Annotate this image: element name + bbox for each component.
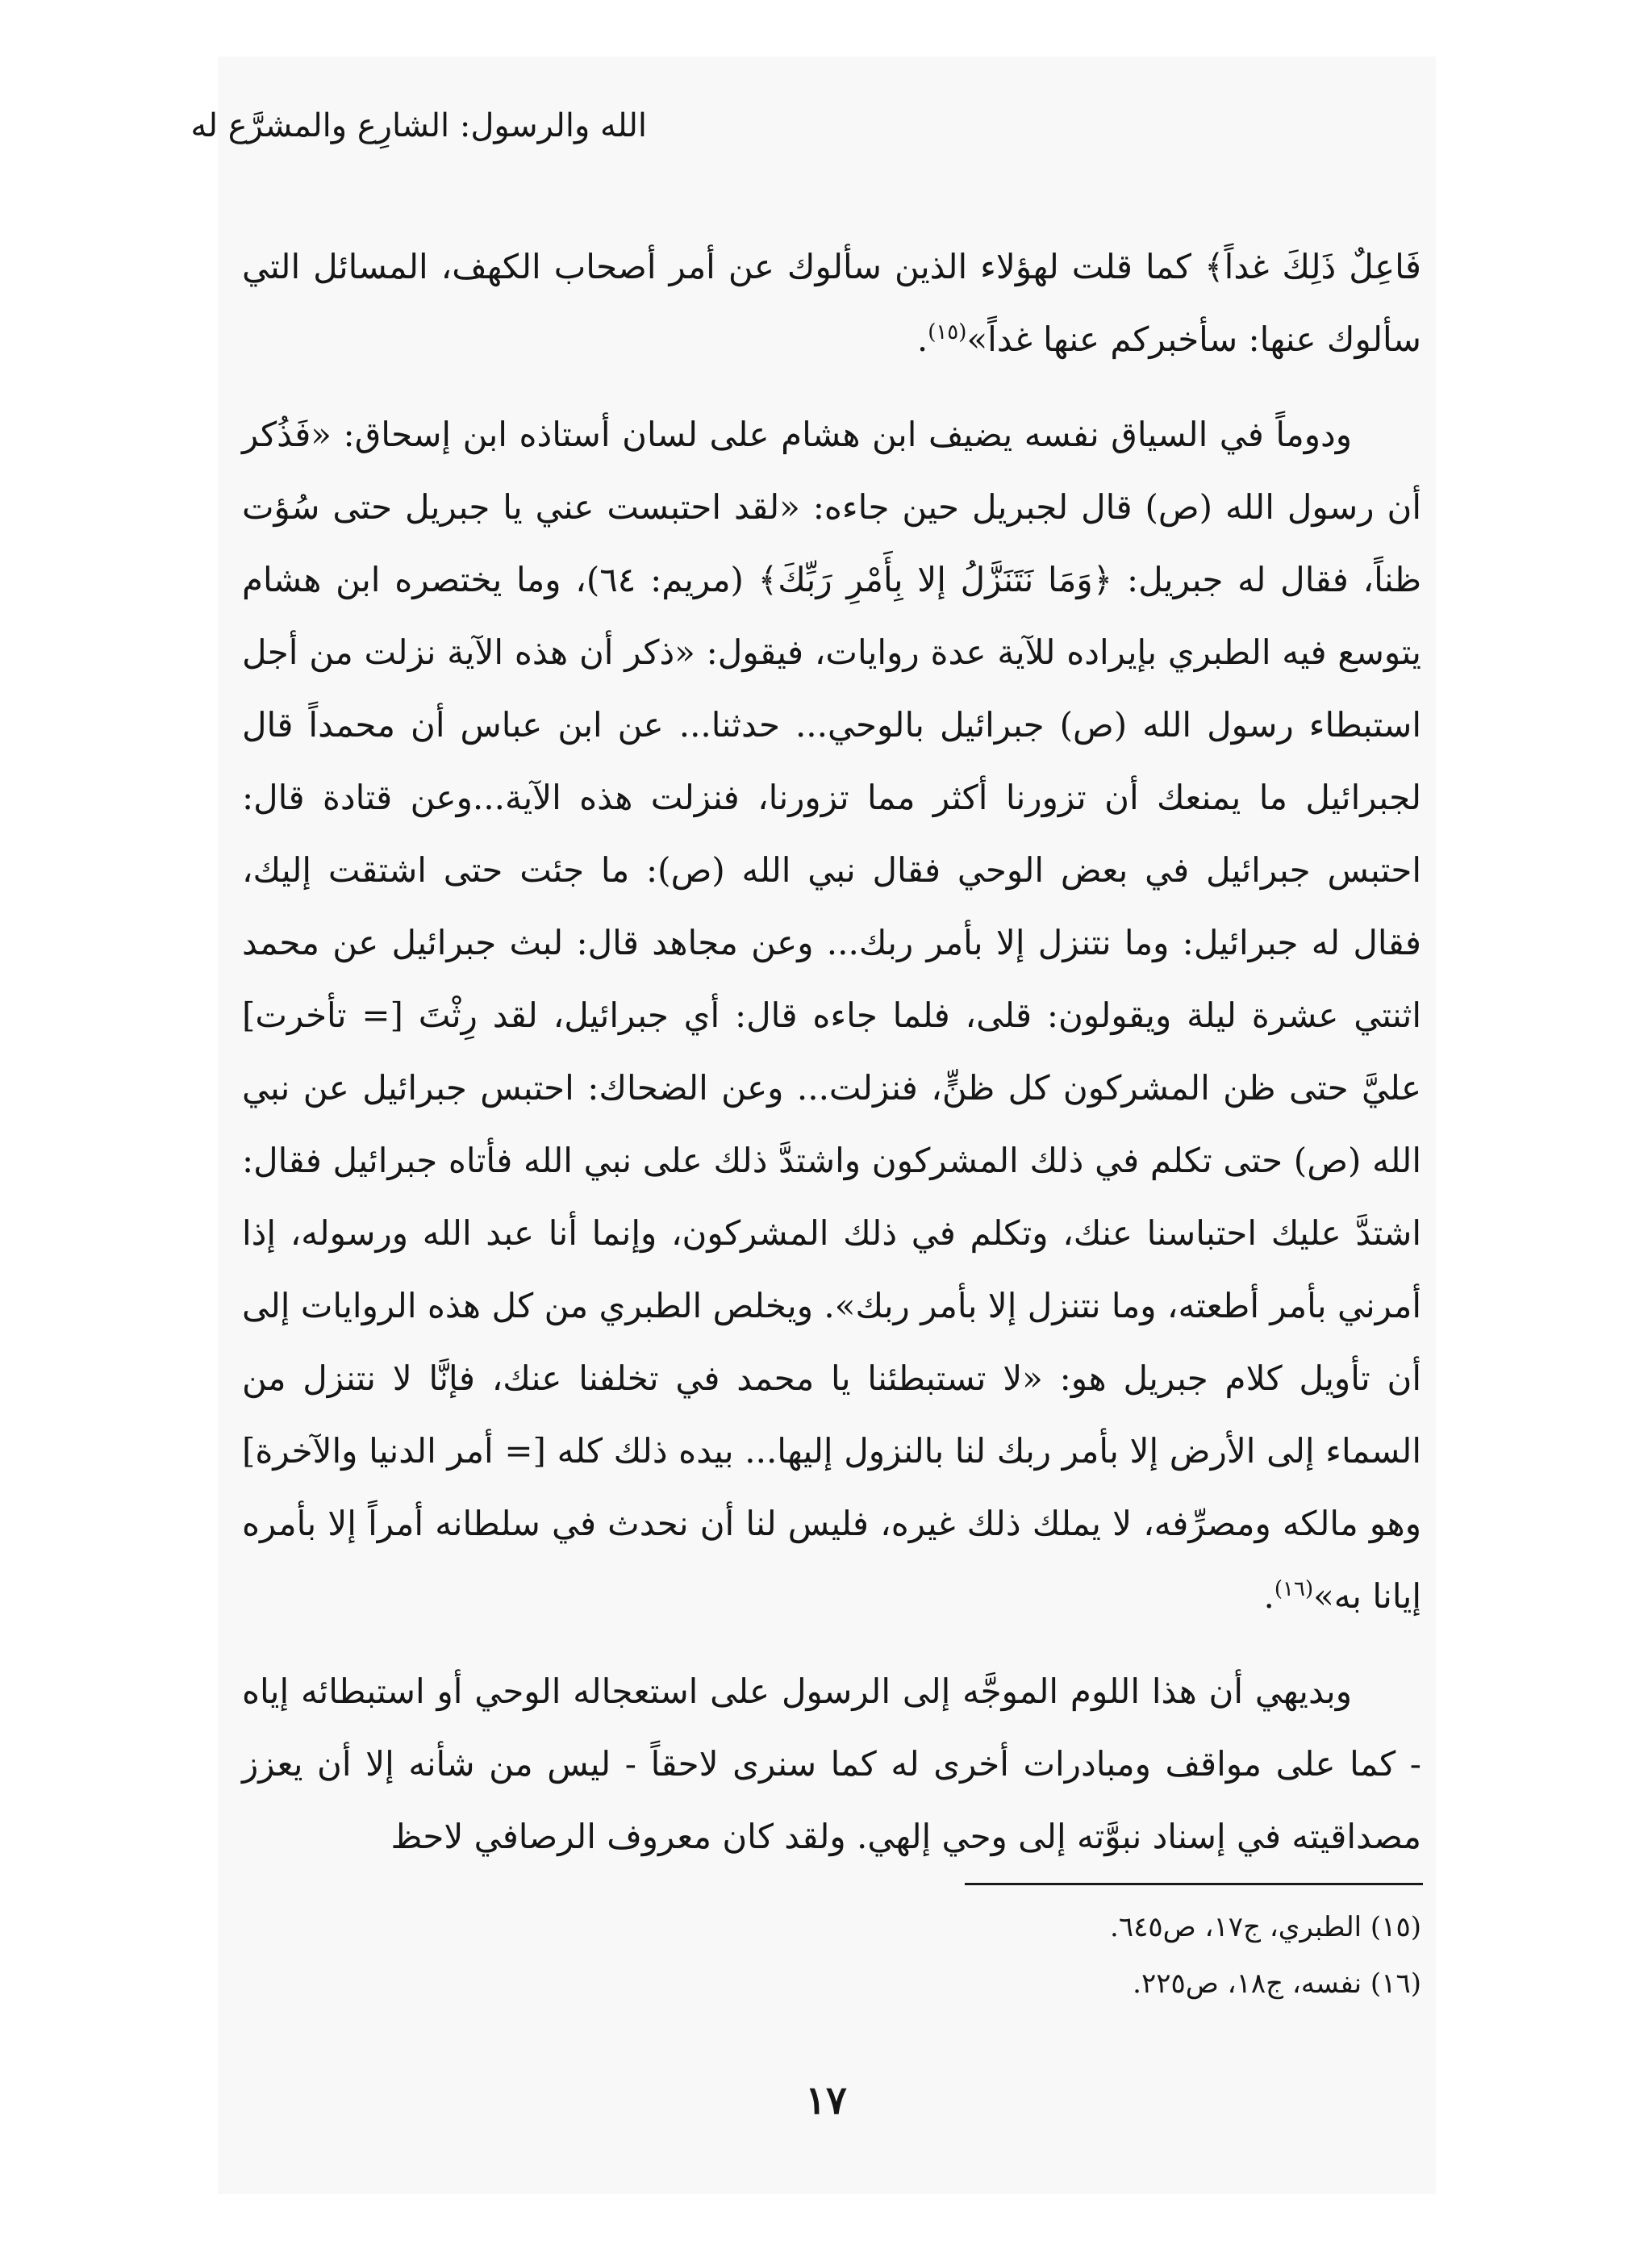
paragraph-1 bbox=[242, 231, 1421, 376]
paragraph-2-text: ودوماً في السياق نفسه يضيف ابن هشام على لسان أستاذه ابن إسحاق: «فَذُكر أن رسول الله (ص) قال لجبريل حين جاءه: «لقد احتبست عني يا جبريل حتى سُؤت ظناً، فقال له جبريل: ﴿وَمَا نَتَنَزَّلُ إلا بِأَمْرِ رَبِّكَ﴾ (مريم: ٦٤)، وما يختصره ابن هشام يتوسع فيه الطبري بإيراده للآية عدة روايات، فيقول: «ذكر أن هذه الآية نزلت من أجل استبطاء رسول الله (ص) جبرائيل بالوحي... حدثنا... عن ابن عباس أن محمداً قال لجبرائيل ما يمنعك أن تزورنا أكثر مما تزورنا، فنزلت هذه الآية...وعن قتادة قال: احتبس جبرائيل في بعض الوحي فقال نبي الله (ص): ما جئت حتى اشتقت إليك، فقال له جبرائيل: وما نتنزل إلا بأمر ربك... وعن مجاهد قال: لبث جبرائيل عن محمد اثنتي عشرة ليلة ويقولون: قلى، فلما جاءه قال: أي جبرائيل، لقد رِثْتَ [= تأخرت] عليَّ حتى ظن المشركون كل ظنٍّ، فنزلت... وعن الضحاك: احتبس جبرائيل عن نبي الله (ص) حتى تكلم في ذلك المشركون واشتدَّ ذلك على نبي الله فأتاه جبرائيل فقال: اشتدَّ عليك احتباسنا عنك، وتكلم في ذلك المشركون، وإنما أنا عبد الله ورسوله، إذا أمرني بأمر أطعته، وما نتنزل إلا بأمر ربك». ويخلص الطبري من كل هذه الروايات إلى أن تأويل كلام جبريل هو: «لا تستبطئنا يا محمد في تخلفنا عنك، فإنَّا لا نتنزل من السماء إلى الأرض إلا بأمر ربك لنا بالنزول إليها... بيده ذلك كله [= أمر الدنيا والآخرة] وهو مالكه ومصرِّفه، لا يملك ذلك غيره، فليس لنا أن نحدث في سلطانه أمراً إلا بأمره إيانا به» bbox=[242, 415, 1421, 1616]
main-text-block bbox=[242, 231, 1421, 1873]
page-number: ١٧ bbox=[805, 2078, 847, 2123]
footnote-divider bbox=[965, 1883, 1423, 1885]
paragraph-3 bbox=[242, 1655, 1421, 1873]
paragraph-2 bbox=[242, 399, 1421, 1633]
footnote-ref-16[interactable]: (١٦) bbox=[1274, 1577, 1314, 1601]
paragraph-3-text: وبديهي أن هذا اللوم الموجَّه إلى الرسول على استعجاله الوحي أو استبطائه إياه - كما على مواقف ومبادرات أخرى له كما سنرى لاحقاً - ليس من شأنه إلا أن يعزز مصداقيته في إسناد نبوَّته إلى وحي إلهي. ولقد كان معروف الرصافي لاحظ bbox=[242, 1671, 1421, 1856]
footnotes-block bbox=[242, 1899, 1421, 2012]
paragraph-1-tail: . bbox=[916, 319, 928, 359]
paragraph-1-text: فَاعِلٌ ذَلِكَ غداً﴾ كما قلت لهؤلاء الذين سألوك عن أمر أصحاب الكهف، المسائل التي سألوك عنها: سأخبركم عنها غداً» bbox=[242, 247, 1421, 359]
footnote-15: (١٥) الطبري، ج١٧، ص٦٤٥. bbox=[1110, 1911, 1421, 1943]
running-header-title: الله والرسول: الشارِع والمشرَّع له bbox=[190, 107, 647, 144]
footnote-16: (١٦) نفسه، ج١٨، ص٢٢٥. bbox=[1133, 1968, 1421, 2000]
footnote-ref-15[interactable]: (١٥) bbox=[928, 320, 967, 344]
paragraph-2-tail: . bbox=[1263, 1576, 1274, 1616]
